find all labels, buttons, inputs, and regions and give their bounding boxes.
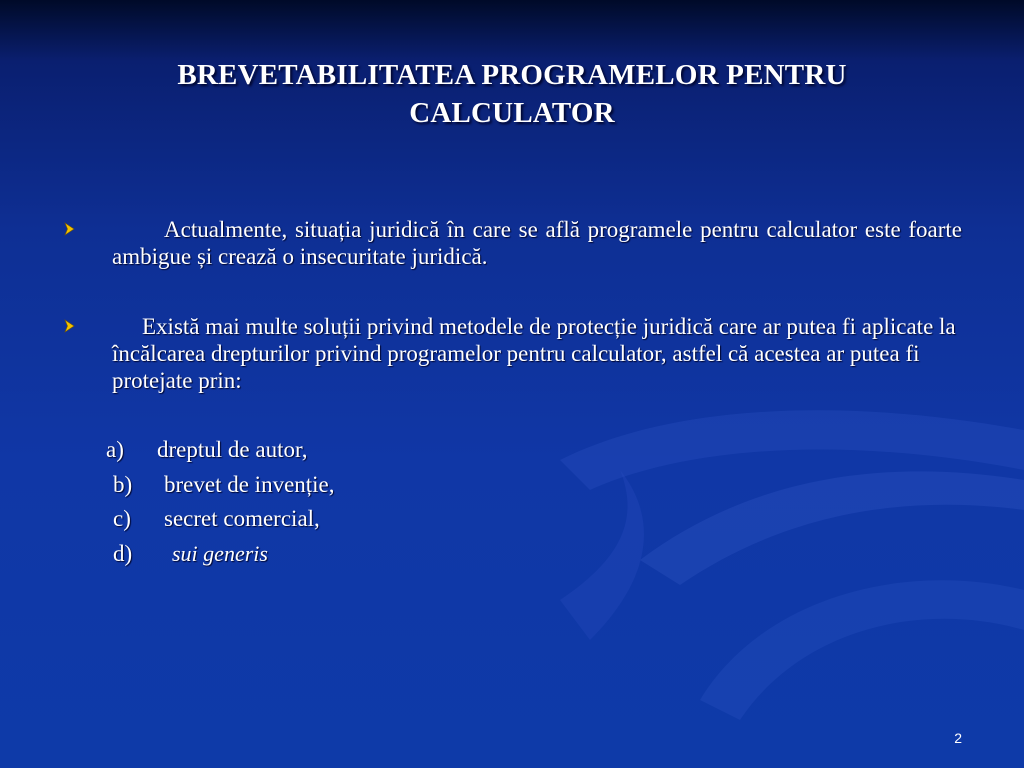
option-letter-c: c) [113, 506, 131, 531]
slide-title-line-2: CALCULATOR [409, 97, 615, 129]
bullet-text-2: Există mai multe soluții privind metodele de protecție juridică care ar putea fi aplicate la încălcarea drepturilor privind programelor pentru calculator, astfel că acestea ar putea fi protejate prin: [112, 314, 956, 393]
slide-title-line-1: BREVETABILITATEA PROGRAMELOR PENTRU [177, 59, 847, 91]
slide-number: 2 [954, 730, 962, 746]
list-item [0, 468, 600, 503]
chevron-right-icon [62, 318, 78, 334]
option-letter-d: d) [113, 540, 133, 566]
option-text-d: sui generis [172, 540, 268, 566]
slide-title [90, 56, 934, 132]
option-text-c: secret comercial, [164, 506, 320, 531]
option-letter-b: b) [113, 471, 133, 497]
list-item [0, 537, 600, 572]
chevron-right-icon [62, 221, 78, 237]
protection-options-list [0, 433, 600, 571]
list-item [0, 433, 600, 468]
bullet-text-1: Actualmente, situația juridică în care se află programele pentru calculator este foarte ambigue și crează o insecuritate juridică. [112, 217, 962, 269]
list-item [0, 502, 600, 537]
option-text-a: dreptul de autor, [157, 437, 308, 462]
option-text-b: brevet de invenție, [164, 471, 335, 497]
option-letter-a: a) [106, 437, 124, 462]
